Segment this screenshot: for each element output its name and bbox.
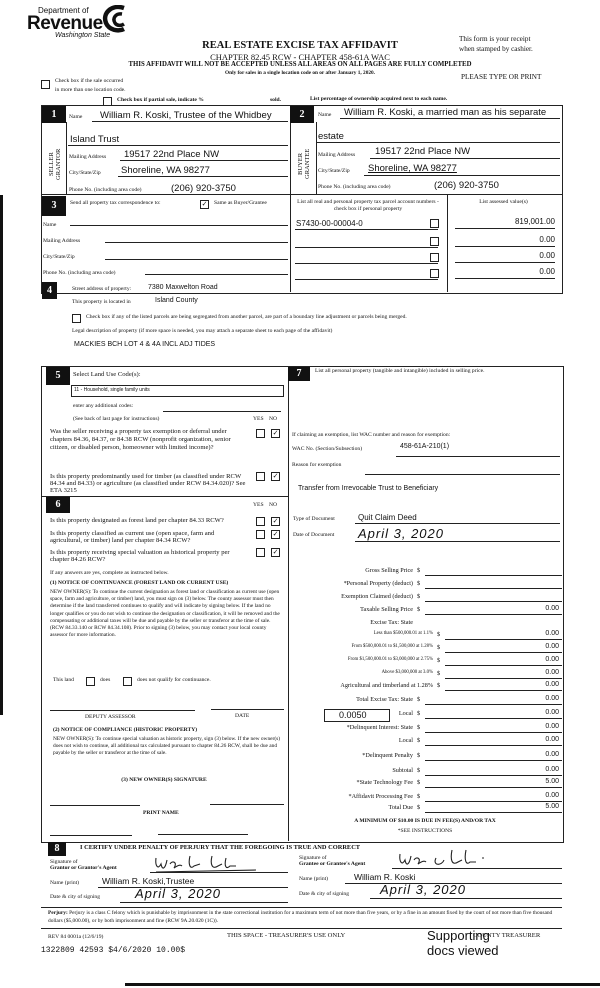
county-field[interactable]: Island County <box>155 297 198 304</box>
grantee-signature[interactable] <box>396 848 506 870</box>
grantee-name-label: Name (print) <box>299 876 329 882</box>
perjury-text: Perjury is a class C felony which is punishable by imprisonment in the state correctional institution for a maximum term of not more than five years, or by a fine in an amount fixed by the court of not more than five thousand dollars ($5,000.00), or by both imprisonment and fine (RCW 9A.20.020 (1C)). <box>48 910 553 924</box>
logo-revenue: Revenue <box>27 13 103 34</box>
land-use-code-value: 11 - Household, single family units <box>74 387 150 393</box>
deputy-assessor-field[interactable] <box>50 710 195 711</box>
page-edge <box>125 983 600 986</box>
buyer-city-label: City/State/Zip <box>318 168 350 174</box>
section-4-number: 4 <box>42 282 57 299</box>
buyer-name-label: Name <box>318 112 332 118</box>
assessed-value[interactable]: 819,001.00 <box>514 217 555 226</box>
tax-row-label: Total Excise Tax: State <box>356 696 413 703</box>
dollar-sign: $ <box>417 779 421 786</box>
tax-row-label: Local <box>398 710 413 717</box>
grantor-name-label: Name (print) <box>50 880 80 886</box>
doc-date-label: Date of Document <box>293 532 335 538</box>
assessor-date-label: DATE <box>235 713 250 719</box>
notice-continuance-title: (1) NOTICE OF CONTINUANCE (FOREST LAND OR CURRENT USE) <box>50 580 229 586</box>
list-pct-label: List percentage of ownership acquired next to each name. <box>310 96 448 102</box>
current-use-question: Is this property classified as current use (open space, farm and agricultural, or timber) land per chapter 84.34 RCW? <box>50 530 215 544</box>
does-not-qualify-checkbox[interactable] <box>123 677 132 686</box>
seller-name-field-2[interactable]: Island Trust <box>70 134 120 145</box>
grantee-date-field[interactable]: April 3, 2020 <box>380 882 466 897</box>
corr-phone-label: Phone No. (including area code) <box>43 270 116 276</box>
segregate-checkbox[interactable] <box>72 314 81 323</box>
treasurer-space-label: THIS SPACE - TREASURER'S USE ONLY <box>227 932 346 939</box>
buyer-name-field[interactable]: William R. Koski, a married man as his separate <box>344 107 547 118</box>
tax-row-label: *Personal Property (deduct) <box>343 580 413 587</box>
divider <box>66 122 67 194</box>
seller-name-field[interactable]: William R. Koski, Trustee of the Whidbey <box>100 110 272 121</box>
local-rate-value: 0.0050 <box>339 710 367 720</box>
tax-row-label: *Delinquent Penalty <box>362 752 413 759</box>
tax-row-label: Subtotal <box>392 767 413 774</box>
dollar-sign: $ <box>417 767 421 774</box>
tax-row-value[interactable]: 5.00 <box>545 803 559 810</box>
tax-row-value[interactable]: 5.00 <box>545 778 559 785</box>
reason-label: Reason for exemption <box>292 462 342 468</box>
local-rate-box[interactable] <box>324 709 390 722</box>
assessed-value[interactable]: 0.00 <box>539 267 555 276</box>
dollar-sign: $ <box>417 580 421 587</box>
street-label: Street address of property: <box>72 286 132 292</box>
grantor-signature[interactable] <box>152 852 262 874</box>
current-use-no-checkbox[interactable]: ✓ <box>272 530 279 538</box>
tax-row-value[interactable]: 0.00 <box>545 723 559 730</box>
legal-label: Legal description of property (if more space is needed, you may attach a separate sheet to each page of the affidavit) <box>72 328 333 334</box>
no-header-6: NO <box>269 502 278 508</box>
land-use-label: Select Land Use Code(s): <box>73 371 141 378</box>
timber-no-checkbox[interactable]: ✓ <box>272 472 279 480</box>
seller-city-label: City/State/Zip <box>69 170 101 176</box>
tax-row-value[interactable]: 0.00 <box>545 643 559 650</box>
new-owner-signature-title: (3) NEW OWNER(S) SIGNATURE <box>121 777 207 783</box>
current-use-yes-checkbox[interactable] <box>256 530 265 539</box>
corr-city-label: City/State/Zip <box>43 254 75 260</box>
section-5-number: 5 <box>46 367 70 385</box>
tax-row-label: Local <box>398 737 413 744</box>
section-1-number: 1 <box>42 106 66 123</box>
segregate-label: Check box if any of the listed parcels are being segregated from another parcel, are part of a boundary line adjustment or parcels being merged. <box>86 314 407 320</box>
grantee-date-label: Date & city of signing <box>299 891 350 897</box>
notice-continuance-body: NEW OWNER(S): To continue the current designation as forest land or classification as current use (open space, farm and agriculture, or timber) land, you must sign on (3) below. The county assessor must then determine if the land transferred continues to qualify and will indicate by signing below. If the land no longer qualifies or you do not wish to continue the designation or classification, it will be removed and the compensating or additional taxes will be due and payable by the seller or transferor at the time of sale. (RCW 84.33.140 or RCW 84.34.108). Prior to signing (3) below, you may contact your local county assessor for more information. <box>50 589 280 639</box>
tax-row-label: Agricultural and timberland at 1.28% <box>340 682 433 689</box>
grantor-name-field[interactable]: William R. Koski,Trustee <box>102 876 195 886</box>
docs-viewed-stamp: docs viewed <box>427 943 499 958</box>
parcel-account[interactable]: S7430-00-00004-0 <box>296 219 363 228</box>
tax-row-label: *Delinquent Interest: State <box>346 724 413 731</box>
if-yes-note: If any answers are yes, complete as instructed below. <box>50 570 169 576</box>
dollar-sign: $ <box>417 793 421 800</box>
tax-row-value[interactable]: 0.00 <box>545 736 559 743</box>
print-name-field-2[interactable] <box>158 834 248 835</box>
logo-department: Department of <box>38 6 89 15</box>
legal-description[interactable]: MACKIES BCH LOT 4 & 4A INCL ADJ TIDES <box>74 341 216 348</box>
corr-mail-label: Mailing Address <box>43 238 81 244</box>
tax-row-value[interactable]: 0.00 <box>545 709 559 716</box>
grantee-sig-label: Signature of <box>299 855 327 861</box>
section-3-number: 3 <box>42 196 66 216</box>
dollar-sign: $ <box>437 670 441 677</box>
tax-row-label: Total Due <box>388 804 413 811</box>
new-owner-signature-field[interactable] <box>50 805 140 806</box>
perjury-notice <box>48 910 558 925</box>
grantor-sig-label: Signature of <box>50 859 78 865</box>
corr-mail-field[interactable] <box>105 242 288 243</box>
print-name-field[interactable] <box>50 835 132 836</box>
seller-name-label: Name <box>69 114 83 120</box>
exemption-no-checkbox[interactable]: ✓ <box>272 429 279 437</box>
corr-phone-field[interactable] <box>145 274 288 275</box>
dollar-sign: $ <box>417 593 421 600</box>
additional-codes-label: enter any additional codes: <box>73 403 134 409</box>
tax-row-label: Exemption Claimed (deduct) <box>341 593 413 600</box>
notice-compliance-body: NEW OWNER(S): To continue special valuation as historic property, sign (3) below. If the new owner(s) does not wish to continue, all additional tax calculated pursuant to chapter 84.26 RCW, shall be due and payable by the seller or transferor at the time of sale. <box>53 736 281 757</box>
seller-mail-field[interactable]: 19517 22nd Place NW <box>124 149 220 160</box>
yes-header-6: YES <box>253 502 264 508</box>
section-7-number: 7 <box>288 367 310 381</box>
additional-codes-field[interactable] <box>163 411 281 412</box>
divider <box>316 122 317 194</box>
tax-row-value[interactable]: 0.00 <box>545 656 559 663</box>
send-correspondence-label: Send all property tax correspondence to: <box>70 200 161 206</box>
dollar-sign: $ <box>417 567 421 574</box>
tax-row-value[interactable]: 0.00 <box>545 605 559 612</box>
doc-date-field[interactable]: April 3, 2020 <box>358 526 444 541</box>
no-header: NO <box>269 416 278 422</box>
logo-state: Washington State <box>55 32 111 39</box>
county-treasurer-label: COUNTY TREASURER <box>473 932 541 939</box>
this-land-label: This land <box>53 677 74 683</box>
partial-sale-label: Check box if partial sale, indicate % <box>117 97 204 103</box>
tax-row-label: *Affidavit Processing Fee <box>348 793 413 800</box>
form-only-for: Only for sales in a single location code on or after January 1, 2020. <box>225 70 375 76</box>
same-as-buyer-label: Same as Buyer/Grantee <box>214 200 267 206</box>
tax-row-label: Less than $500,000.01 at 1.1% <box>373 631 433 636</box>
assessed-header: List assessed value(s) <box>479 199 528 205</box>
divider <box>290 105 291 292</box>
minimum-due-note: A MINIMUM OF $10.00 IS DUE IN FEE(S) AND/OR TAX <box>354 818 496 824</box>
deputy-assessor-label: DEPUTY ASSESSOR <box>85 714 136 720</box>
buyer-mail-label: Mailing Address <box>318 152 356 158</box>
forest-no-checkbox[interactable]: ✓ <box>272 517 279 525</box>
forest-question: Is this property designated as forest land per chapter 84.33 RCW? <box>50 517 224 524</box>
street-field[interactable]: 7380 Maxwelton Road <box>148 284 218 291</box>
doc-type-field[interactable]: Quit Claim Deed <box>358 513 417 522</box>
buyer-grantee-label: BUYER GRANTEE <box>297 148 311 180</box>
assessed-value[interactable]: 0.00 <box>539 251 555 260</box>
wac-field[interactable]: 458-61A-210(1) <box>400 443 450 450</box>
dollar-sign: $ <box>417 696 421 703</box>
tax-row-value[interactable]: 0.00 <box>545 766 559 773</box>
assessor-date-field[interactable] <box>211 709 284 710</box>
buyer-phone-field[interactable]: (206) 920-3750 <box>434 180 499 191</box>
dollar-sign: $ <box>437 682 441 689</box>
personal-property-checkbox[interactable] <box>430 219 439 228</box>
notice-compliance-title: (2) NOTICE OF COMPLIANCE (HISTORIC PROPERTY) <box>53 727 198 733</box>
tax-row-value[interactable]: 0.00 <box>545 669 559 676</box>
receipt-note-2: when stamped by cashier. <box>459 45 533 53</box>
multi-location-checkbox[interactable] <box>41 80 50 89</box>
type-or-print: PLEASE TYPE OR PRINT <box>461 73 542 81</box>
timber-question: Is this property predominantly used for timber (as classified under RCW 84.34 and 84.33) or agriculture (as classified under RCW 84.34.020)? See ETA 3215 <box>50 473 246 494</box>
buyer-name-field-2[interactable]: estate <box>318 131 344 142</box>
historic-yes-checkbox[interactable] <box>256 548 265 557</box>
personal-property-label: List all personal property (tangible and intangible) included in selling price. <box>315 368 485 374</box>
corr-name-label: Name <box>43 222 57 228</box>
form-warning: THIS AFFIDAVIT WILL NOT BE ACCEPTED UNLESS ALL AREAS ON ALL PAGES ARE FULLY COMPLETED <box>128 61 472 68</box>
tax-row-value[interactable]: 0.00 <box>545 681 559 688</box>
multi-location-label: Check box if the sale occurred <box>55 78 124 84</box>
form-revision: REV 84 0001a (12/6/19) <box>48 934 104 940</box>
parcel-header: List all real and personal property tax parcel account numbers - check box if personal property <box>297 199 439 212</box>
seller-city-field[interactable]: Shoreline, WA 98277 <box>121 165 210 176</box>
located-label: This property is located in <box>72 299 131 305</box>
grantor-sig-label-2: Grantor or Grantor's Agent <box>50 865 117 871</box>
supporting-docs-stamp: Supporting <box>427 928 490 943</box>
wac-label: WAC No. (Section/Subsection) <box>292 446 363 452</box>
yes-header: YES <box>253 416 264 422</box>
tax-row-value[interactable]: 0.00 <box>545 630 559 637</box>
timber-yes-checkbox[interactable] <box>256 472 265 481</box>
personal-property-checkbox[interactable] <box>430 269 439 278</box>
buyer-phone-label: Phone No. (including area code) <box>318 184 391 190</box>
form-title: REAL ESTATE EXCISE TAX AFFIDAVIT <box>202 40 398 51</box>
dollar-sign: $ <box>437 631 441 638</box>
tax-row-label: Taxable Selling Price <box>360 606 413 613</box>
does-label: does <box>100 677 111 683</box>
tax-row-value[interactable]: 0.00 <box>545 751 559 758</box>
seller-mail-label: Mailing Address <box>69 154 107 160</box>
see-instructions-note: *SEE INSTRUCTIONS <box>397 828 453 834</box>
buyer-mail-field[interactable]: 19517 22nd Place NW <box>375 146 471 157</box>
dollar-sign: $ <box>417 737 421 744</box>
form-chapter: CHAPTER 82.45 RCW - CHAPTER 458-61A WAC <box>210 52 390 62</box>
grantor-date-field[interactable]: April 3, 2020 <box>135 886 221 901</box>
receipt-note-1: This form is your receipt <box>459 35 531 43</box>
does-qualify-checkbox[interactable] <box>86 677 95 686</box>
tax-row-label: Excise Tax: State <box>370 619 413 626</box>
seller-phone-label: Phone No. (including area code) <box>69 187 142 193</box>
forest-yes-checkbox[interactable] <box>256 517 265 526</box>
personal-property-checkbox[interactable] <box>430 253 439 262</box>
exemption-question: Was the seller receiving a property tax exemption or deferral under chapters 84.36, 84.37, or 84.38 RCW (nonprofit organization, senior citizen, or disabled person, homeowner with limited income)? <box>50 428 231 451</box>
grantor-date-label: Date & city of signing <box>50 894 101 900</box>
same-as-buyer-checkbox[interactable]: ✓ <box>201 200 208 208</box>
dollar-sign: $ <box>417 724 421 731</box>
tax-row-label: From $1,500,000.01 to $3,000,000 at 2.75% <box>347 657 433 662</box>
exemption-label: If claiming an exemption, list WAC number and reason for exemption: <box>292 432 451 438</box>
exemption-yes-checkbox[interactable] <box>256 429 265 438</box>
sold-label: sold. <box>270 97 282 103</box>
dollar-sign: $ <box>417 606 421 613</box>
tax-row-label: Gross Selling Price <box>365 567 413 574</box>
perjury-label: Perjury: <box>48 910 68 916</box>
section-2-number: 2 <box>290 106 314 123</box>
buyer-city-field[interactable]: Shoreline, WA 98277 <box>368 163 457 174</box>
cashier-receipt-line: 1322809 42593 $4/6/2020 10.00$ <box>41 946 186 955</box>
dollar-sign: $ <box>417 752 421 759</box>
grantee-name-field[interactable]: William R. Koski <box>354 872 416 882</box>
section-8-number: 8 <box>48 842 66 856</box>
grantee-sig-label-2: Grantee or Grantee's Agent <box>299 861 366 867</box>
reason-field[interactable]: Transfer from Irrevocable Trust to Beneficiary <box>298 485 439 492</box>
tax-row-value[interactable]: 0.00 <box>545 792 559 799</box>
assessed-value[interactable]: 0.00 <box>539 235 555 244</box>
corr-name-field[interactable] <box>70 225 288 226</box>
seller-phone-field[interactable]: (206) 920-3750 <box>171 183 236 194</box>
historic-no-checkbox[interactable]: ✓ <box>272 548 279 556</box>
corr-city-field[interactable] <box>105 259 288 260</box>
certify-statement: I CERTIFY UNDER PENALTY OF PERJURY THAT THE FOREGOING IS TRUE AND CORRECT <box>80 844 361 851</box>
land-use-code-select[interactable] <box>71 385 284 397</box>
does-not-label: does not qualify for continuance. <box>137 677 211 683</box>
historic-question: Is this property receiving special valuation as historical property per chapter 84.26 RCW? <box>50 549 230 563</box>
personal-property-checkbox[interactable] <box>430 237 439 246</box>
tax-row-label: *State Technology Fee <box>356 779 413 786</box>
section-6-number: 6 <box>46 497 70 513</box>
divider <box>41 194 562 195</box>
see-back-note: (See back of last page for instructions) <box>73 416 160 422</box>
dollar-sign: $ <box>437 657 441 664</box>
dor-logo-icon <box>100 5 130 33</box>
seller-grantor-label: SELLER GRANTOR <box>48 148 62 180</box>
dollar-sign: $ <box>437 644 441 651</box>
tax-row-label: From $500,000.01 to $1,500,000 at 1.28% <box>351 644 433 649</box>
multi-location-label-2: in more than one location code. <box>55 87 126 93</box>
new-owner-signature-field-2[interactable] <box>210 804 284 805</box>
page-edge <box>0 195 3 715</box>
tax-row-value[interactable]: 0.00 <box>545 695 559 702</box>
dollar-sign: $ <box>417 710 421 717</box>
tax-row-label: Above $3,000,000 at 3.0% <box>381 670 433 675</box>
doc-type-label: Type of Document <box>293 516 335 522</box>
print-name-label: PRINT NAME <box>143 810 179 816</box>
dollar-sign: $ <box>417 804 421 811</box>
